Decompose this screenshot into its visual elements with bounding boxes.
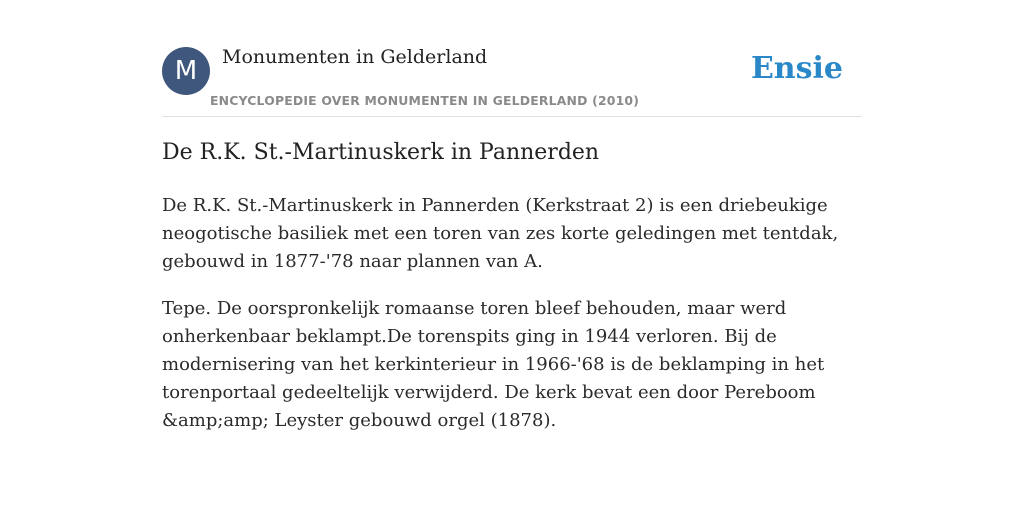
source-header (162, 46, 862, 117)
source-subtitle: ENCYCLOPEDIE OVER MONUMENTEN IN GELDERLAND (2010) (210, 93, 640, 108)
ensie-logo-link[interactable]: Ensie (750, 51, 843, 86)
article-title: De R.K. St.-Martinuskerk in Pannerden (162, 140, 600, 165)
article-paragraph-1: De R.K. St.-Martinuskerk in Pannerden (Kerkstraat 2) is een driebeukige neogotische basiliek met een toren van zes korte geledingen met tentdak, gebouwd in 1877-'78 naar plannen van A. (162, 195, 839, 272)
article-paragraph-2: Tepe. De oorspronkelijk romaanse toren bleef behouden, maar werd onherkenbaar beklampt.De torenspits ging in 1944 verloren. Bij de modernisering van het kerkinterieur in 1966-'68 is de beklamping in het torenportaal gedeeltelijk verwijderd. De kerk bevat een door Pereboom &amp;amp; Leyster gebouwd orgel (1878). (162, 298, 825, 431)
source-title-link[interactable]: Monumenten in Gelderland (222, 46, 488, 68)
source-avatar[interactable]: M (162, 47, 210, 95)
